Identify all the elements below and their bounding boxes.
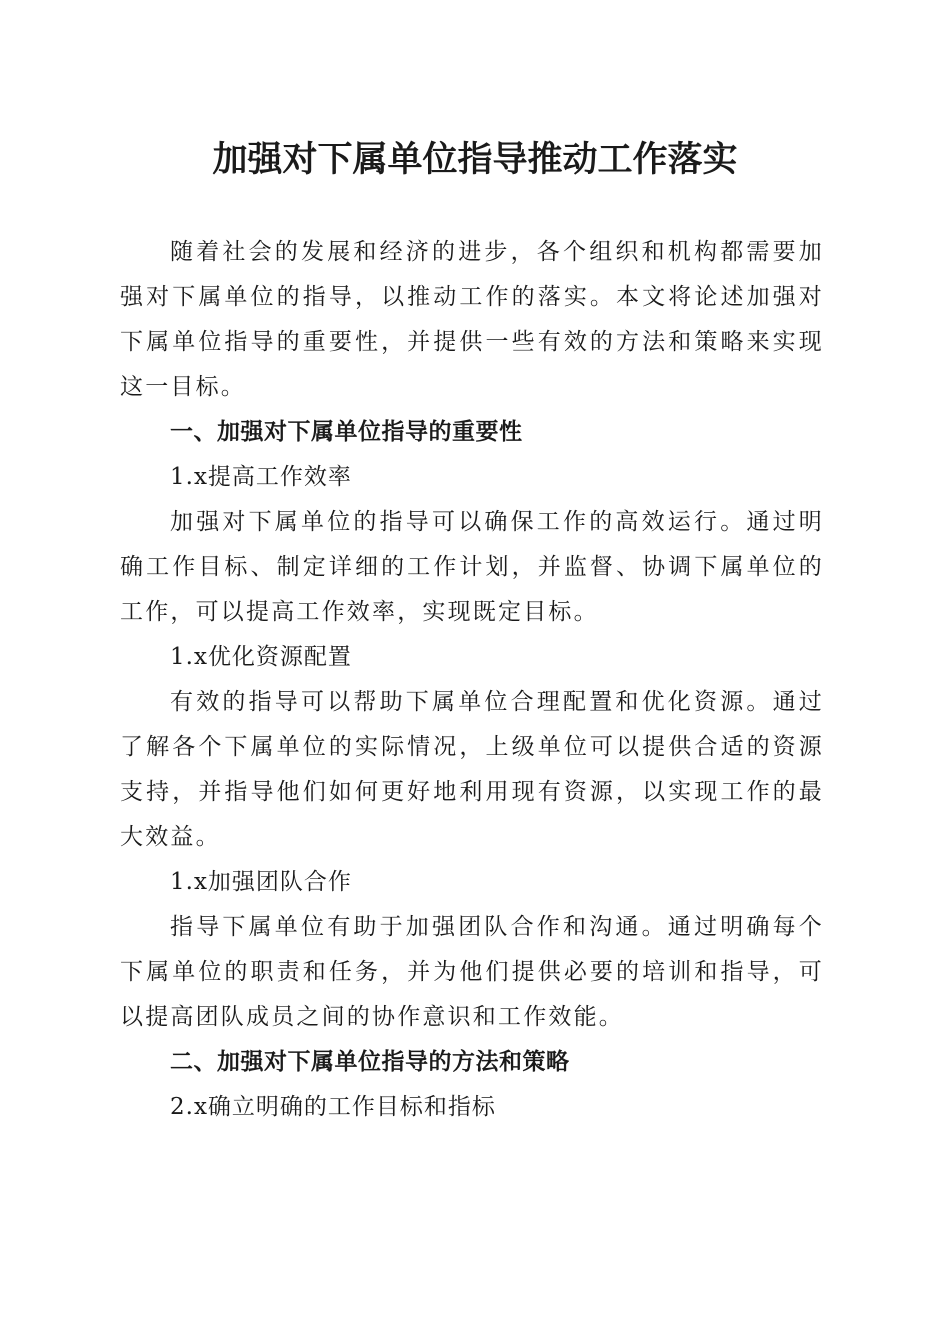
subheading-efficiency: 1.x提高工作效率 (170, 464, 352, 490)
paragraph-teamwork: 指导下属单位有助于加强团队合作和沟通。通过明确每个下属单位的职责和任务，并为他们提供必要的培训和指导，可以提高团队成员之间的协作意识和工作效能。 (120, 914, 824, 1030)
subheading-teamwork: 1.x加强团队合作 (170, 869, 352, 895)
subheading-goals: 2.x确立明确的工作目标和指标 (170, 1094, 496, 1120)
section-heading-2: 二、加强对下属单位指导的方法和策略 (170, 1049, 570, 1075)
intro-paragraph: 随着社会的发展和经济的进步，各个组织和机构都需要加强对下属单位的指导，以推动工作的落实。本文将论述加强对下属单位指导的重要性，并提供一些有效的方法和策略来实现这一目标。 (120, 239, 824, 400)
document-body (120, 230, 824, 1130)
section-heading-1: 一、加强对下属单位指导的重要性 (170, 419, 523, 445)
document-title: 加强对下属单位指导推动工作落实 (212, 139, 738, 180)
paragraph-efficiency: 加强对下属单位的指导可以确保工作的高效运行。通过明确工作目标、制定详细的工作计划，并监督、协调下属单位的工作，可以提高工作效率，实现既定目标。 (120, 509, 824, 625)
subheading-resources: 1.x优化资源配置 (170, 644, 352, 670)
paragraph-resources: 有效的指导可以帮助下属单位合理配置和优化资源。通过了解各个下属单位的实际情况，上级单位可以提供合适的资源支持，并指导他们如何更好地利用现有资源，以实现工作的最大效益。 (120, 689, 824, 850)
